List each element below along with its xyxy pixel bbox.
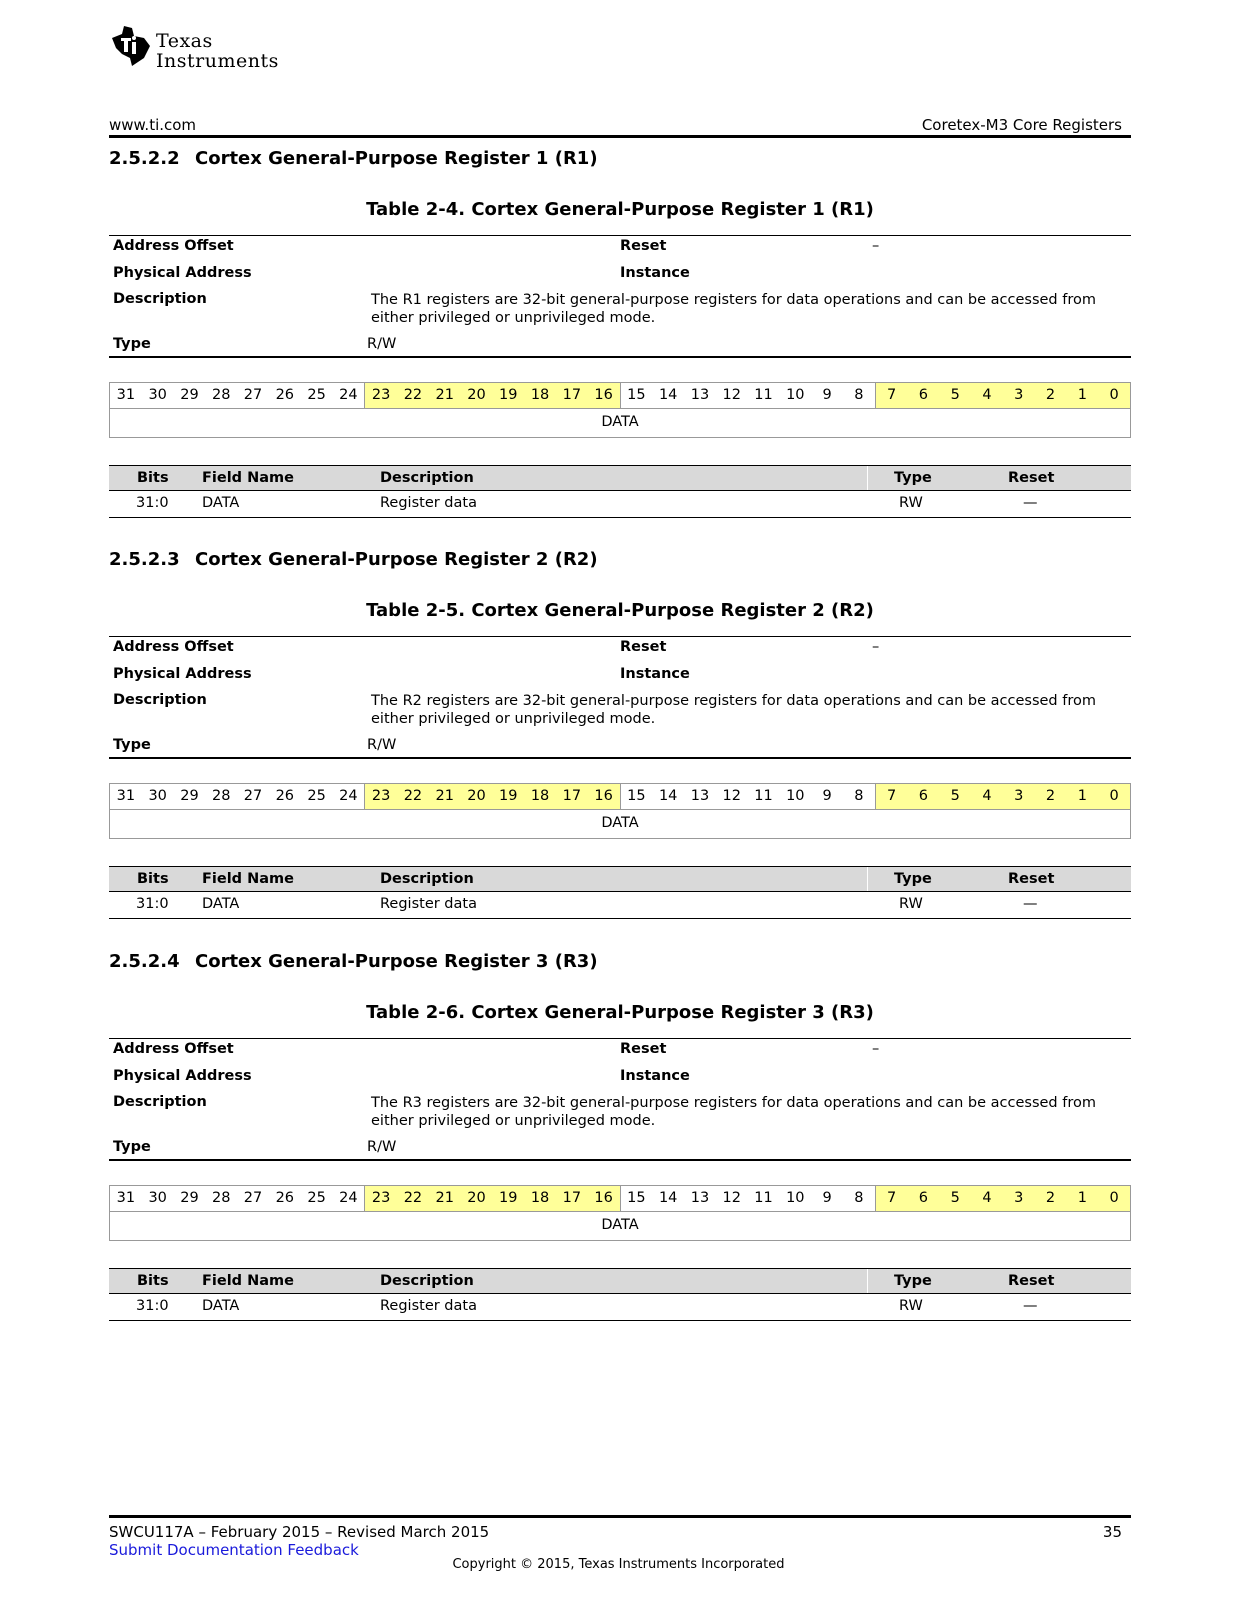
bit-number: 27 <box>243 1190 263 1206</box>
table-title: Table 2-6. Cortex General-Purpose Register 3 (R3) <box>366 1002 874 1023</box>
bit-number-row <box>109 382 1131 409</box>
type-label: Type <box>113 336 151 352</box>
bit-number: 4 <box>971 383 1003 408</box>
bit-number: 0 <box>1098 784 1130 809</box>
reset-header: Reset <box>1008 1273 1055 1289</box>
bit-number: 11 <box>754 1190 773 1206</box>
section-title: Cortex General-Purpose Register 3 (R3) <box>195 951 598 972</box>
field-table-row <box>109 491 1131 518</box>
bit-number: 1 <box>1066 383 1098 408</box>
type-label: Type <box>113 737 151 753</box>
bit-number: 2 <box>1035 1186 1067 1211</box>
bit-number: 22 <box>397 1186 429 1211</box>
field-table-row <box>109 1294 1131 1321</box>
description-label: Description <box>113 291 207 307</box>
bit-field: DATA <box>109 1212 1131 1241</box>
bit-number: 4 <box>971 784 1003 809</box>
bit-number: 2 <box>1035 383 1067 408</box>
address-offset-label: Address Offset <box>113 238 234 254</box>
logo-text-line2: Instruments <box>156 50 279 72</box>
row-type: RW <box>899 495 923 511</box>
section-heading <box>109 951 598 972</box>
bit-number: 2 <box>1035 784 1067 809</box>
type-value: R/W <box>367 737 397 753</box>
reset-value: – <box>872 238 880 254</box>
footer-rule <box>109 1515 1131 1518</box>
reset-value: – <box>872 639 880 655</box>
bit-number: 15 <box>620 1186 653 1211</box>
bit-number: 20 <box>461 784 493 809</box>
bit-number: 25 <box>307 387 326 403</box>
bit-number: 14 <box>658 1190 678 1206</box>
bit-number: 24 <box>339 387 358 403</box>
copyright: Copyright © 2015, Texas Instruments Incorporated <box>452 1557 785 1572</box>
bit-number: 23 <box>364 1186 397 1211</box>
bit-number: 30 <box>148 788 167 804</box>
row-bits: 31:0 <box>136 896 169 912</box>
page-number: 35 <box>1102 1523 1122 1541</box>
bit-number: 9 <box>822 387 832 403</box>
bit-number: 5 <box>939 383 971 408</box>
bit-number: 21 <box>429 383 461 408</box>
row-reset: — <box>1023 1298 1038 1314</box>
bit-number: 1 <box>1066 1186 1098 1211</box>
type-label: Type <box>113 1139 151 1155</box>
footer-doc-info: SWCU117A – February 2015 – Revised March 2015 <box>109 1523 490 1541</box>
bit-number: 6 <box>908 1186 940 1211</box>
row-type: RW <box>899 1298 923 1314</box>
bit-number: 10 <box>786 788 805 804</box>
bit-number: 8 <box>854 1190 864 1206</box>
bit-number: 17 <box>556 784 588 809</box>
bit-number: 13 <box>690 387 710 403</box>
bit-number: 4 <box>971 1186 1003 1211</box>
field-name-header: Field Name <box>202 1273 294 1289</box>
reset-header: Reset <box>1008 470 1055 486</box>
description-header: Description <box>380 1273 474 1289</box>
bit-number: 27 <box>243 387 263 403</box>
field-table-header <box>109 465 1131 491</box>
row-reset: — <box>1023 896 1038 912</box>
section-heading <box>109 148 598 169</box>
description-label: Description <box>113 692 207 708</box>
table-title: Table 2-5. Cortex General-Purpose Register 2 (R2) <box>366 600 874 621</box>
bit-number: 19 <box>492 784 524 809</box>
bit-number: 13 <box>690 1190 710 1206</box>
row-bits: 31:0 <box>136 495 169 511</box>
bit-number: 7 <box>875 383 908 408</box>
register-table-bottom-rule <box>109 1159 1131 1161</box>
bit-number: 24 <box>339 1190 358 1206</box>
bit-number: 15 <box>620 784 653 809</box>
bit-number: 30 <box>148 387 167 403</box>
bit-number: 30 <box>148 1190 167 1206</box>
field-name-header: Field Name <box>202 871 294 887</box>
bit-number: 12 <box>722 1190 741 1206</box>
bit-number: 16 <box>588 383 620 408</box>
bit-number: 18 <box>524 383 556 408</box>
physical-address-label: Physical Address <box>113 265 252 281</box>
bit-number: 14 <box>658 387 678 403</box>
section-title: Cortex General-Purpose Register 1 (R1) <box>195 148 598 169</box>
bit-number: 8 <box>854 387 864 403</box>
register-table-top-rule <box>109 636 1131 637</box>
row-type: RW <box>899 896 923 912</box>
bit-number-row <box>109 783 1131 810</box>
bit-number: 11 <box>754 387 773 403</box>
bit-number: 16 <box>588 1186 620 1211</box>
bit-number: 0 <box>1098 383 1130 408</box>
row-field-name: DATA <box>202 1298 240 1314</box>
reset-label: Reset <box>620 639 667 655</box>
bit-number: 21 <box>429 784 461 809</box>
bit-number: 3 <box>1003 1186 1035 1211</box>
reset-label: Reset <box>620 238 667 254</box>
bit-number: 12 <box>722 788 741 804</box>
field-table-row <box>109 892 1131 919</box>
section-number: 2.5.2.2 <box>109 148 180 169</box>
bit-number: 25 <box>307 788 326 804</box>
physical-address-label: Physical Address <box>113 1068 252 1084</box>
bit-number: 28 <box>212 788 231 804</box>
bit-number: 31 <box>116 788 136 804</box>
bit-number: 17 <box>556 1186 588 1211</box>
register-table-top-rule <box>109 1038 1131 1039</box>
row-field-name: DATA <box>202 495 240 511</box>
bit-number: 18 <box>524 1186 556 1211</box>
row-bits: 31:0 <box>136 1298 169 1314</box>
reset-label: Reset <box>620 1041 667 1057</box>
bit-number: 24 <box>339 788 358 804</box>
header-section: Coretex-M3 Core Registers <box>921 116 1122 134</box>
bit-number: 22 <box>397 784 429 809</box>
bit-number: 1 <box>1066 784 1098 809</box>
register-description: The R3 registers are 32-bit general-purpose registers for data operations and can be accessed from either privileged or unprivileged mode. <box>371 1095 1096 1129</box>
table-title: Table 2-4. Cortex General-Purpose Register 1 (R1) <box>366 199 874 220</box>
instance-label: Instance <box>620 265 690 281</box>
description-label: Description <box>113 1094 207 1110</box>
address-offset-label: Address Offset <box>113 639 234 655</box>
bit-number-row <box>109 1185 1131 1212</box>
bit-number: 9 <box>822 1190 832 1206</box>
instance-label: Instance <box>620 1068 690 1084</box>
bit-number: 10 <box>786 1190 805 1206</box>
bit-number: 12 <box>722 387 741 403</box>
bit-number: 17 <box>556 383 588 408</box>
bit-number: 10 <box>786 387 805 403</box>
row-description: Register data <box>380 896 477 912</box>
bit-number: 26 <box>275 1190 295 1206</box>
header-url: www.ti.com <box>109 116 197 134</box>
field-table-header <box>109 866 1131 892</box>
section-title: Cortex General-Purpose Register 2 (R2) <box>195 549 598 570</box>
bit-number: 28 <box>212 1190 231 1206</box>
type-value: R/W <box>367 336 397 352</box>
row-description: Register data <box>380 1298 477 1314</box>
bit-number: 11 <box>754 788 773 804</box>
field-table-header <box>109 1268 1131 1294</box>
bit-number: 7 <box>875 1186 908 1211</box>
section-number: 2.5.2.3 <box>109 549 180 570</box>
bit-number: 29 <box>180 788 199 804</box>
header-rule <box>109 135 1131 138</box>
section-number: 2.5.2.4 <box>109 951 180 972</box>
bit-field: DATA <box>109 409 1131 438</box>
bit-number: 13 <box>690 788 710 804</box>
bit-number: 28 <box>212 387 231 403</box>
description-header: Description <box>380 871 474 887</box>
reset-value: – <box>872 1041 880 1057</box>
bit-number: 0 <box>1098 1186 1130 1211</box>
row-description: Register data <box>380 495 477 511</box>
bit-number: 7 <box>875 784 908 809</box>
physical-address-label: Physical Address <box>113 666 252 682</box>
bit-number: 3 <box>1003 383 1035 408</box>
bit-number: 9 <box>822 788 832 804</box>
bit-number: 8 <box>854 788 864 804</box>
register-table-bottom-rule <box>109 757 1131 759</box>
ti-logo-icon <box>110 24 152 68</box>
bit-number: 18 <box>524 784 556 809</box>
register-description: The R1 registers are 32-bit general-purpose registers for data operations and can be accessed from either privileged or unprivileged mode. <box>371 292 1096 326</box>
register-table-bottom-rule <box>109 356 1131 358</box>
address-offset-label: Address Offset <box>113 1041 234 1057</box>
type-header: Type <box>894 871 932 887</box>
bit-number: 19 <box>492 383 524 408</box>
row-reset: — <box>1023 495 1038 511</box>
bit-number: 31 <box>116 1190 136 1206</box>
register-description: The R2 registers are 32-bit general-purpose registers for data operations and can be accessed from either privileged or unprivileged mode. <box>371 693 1096 727</box>
section-heading <box>109 549 598 570</box>
bit-number: 16 <box>588 784 620 809</box>
bits-header: Bits <box>137 470 169 486</box>
bit-number: 25 <box>307 1190 326 1206</box>
bit-number: 5 <box>939 784 971 809</box>
bits-header: Bits <box>137 871 169 887</box>
ti-logo <box>110 24 300 72</box>
bit-number: 23 <box>364 383 397 408</box>
field-name-header: Field Name <box>202 470 294 486</box>
bit-number: 15 <box>620 383 653 408</box>
type-header: Type <box>894 470 932 486</box>
bit-number: 22 <box>397 383 429 408</box>
register-table-top-rule <box>109 235 1131 236</box>
bit-number: 5 <box>939 1186 971 1211</box>
bit-number: 21 <box>429 1186 461 1211</box>
bit-number: 20 <box>461 383 493 408</box>
bit-number: 3 <box>1003 784 1035 809</box>
bit-number: 26 <box>275 788 295 804</box>
bit-number: 29 <box>180 387 199 403</box>
bits-header: Bits <box>137 1273 169 1289</box>
reset-header: Reset <box>1008 871 1055 887</box>
row-field-name: DATA <box>202 896 240 912</box>
bit-number: 31 <box>116 387 136 403</box>
bit-number: 14 <box>658 788 678 804</box>
bit-number: 26 <box>275 387 295 403</box>
bit-field: DATA <box>109 810 1131 839</box>
type-value: R/W <box>367 1139 397 1155</box>
bit-number: 23 <box>364 784 397 809</box>
bit-number: 29 <box>180 1190 199 1206</box>
bit-number: 6 <box>908 383 940 408</box>
bit-number: 27 <box>243 788 263 804</box>
bit-number: 6 <box>908 784 940 809</box>
logo-text-line1: Texas <box>156 30 213 52</box>
bit-number: 19 <box>492 1186 524 1211</box>
feedback-link[interactable]: Submit Documentation Feedback <box>109 1541 359 1559</box>
description-header: Description <box>380 470 474 486</box>
bit-number: 20 <box>461 1186 493 1211</box>
instance-label: Instance <box>620 666 690 682</box>
type-header: Type <box>894 1273 932 1289</box>
